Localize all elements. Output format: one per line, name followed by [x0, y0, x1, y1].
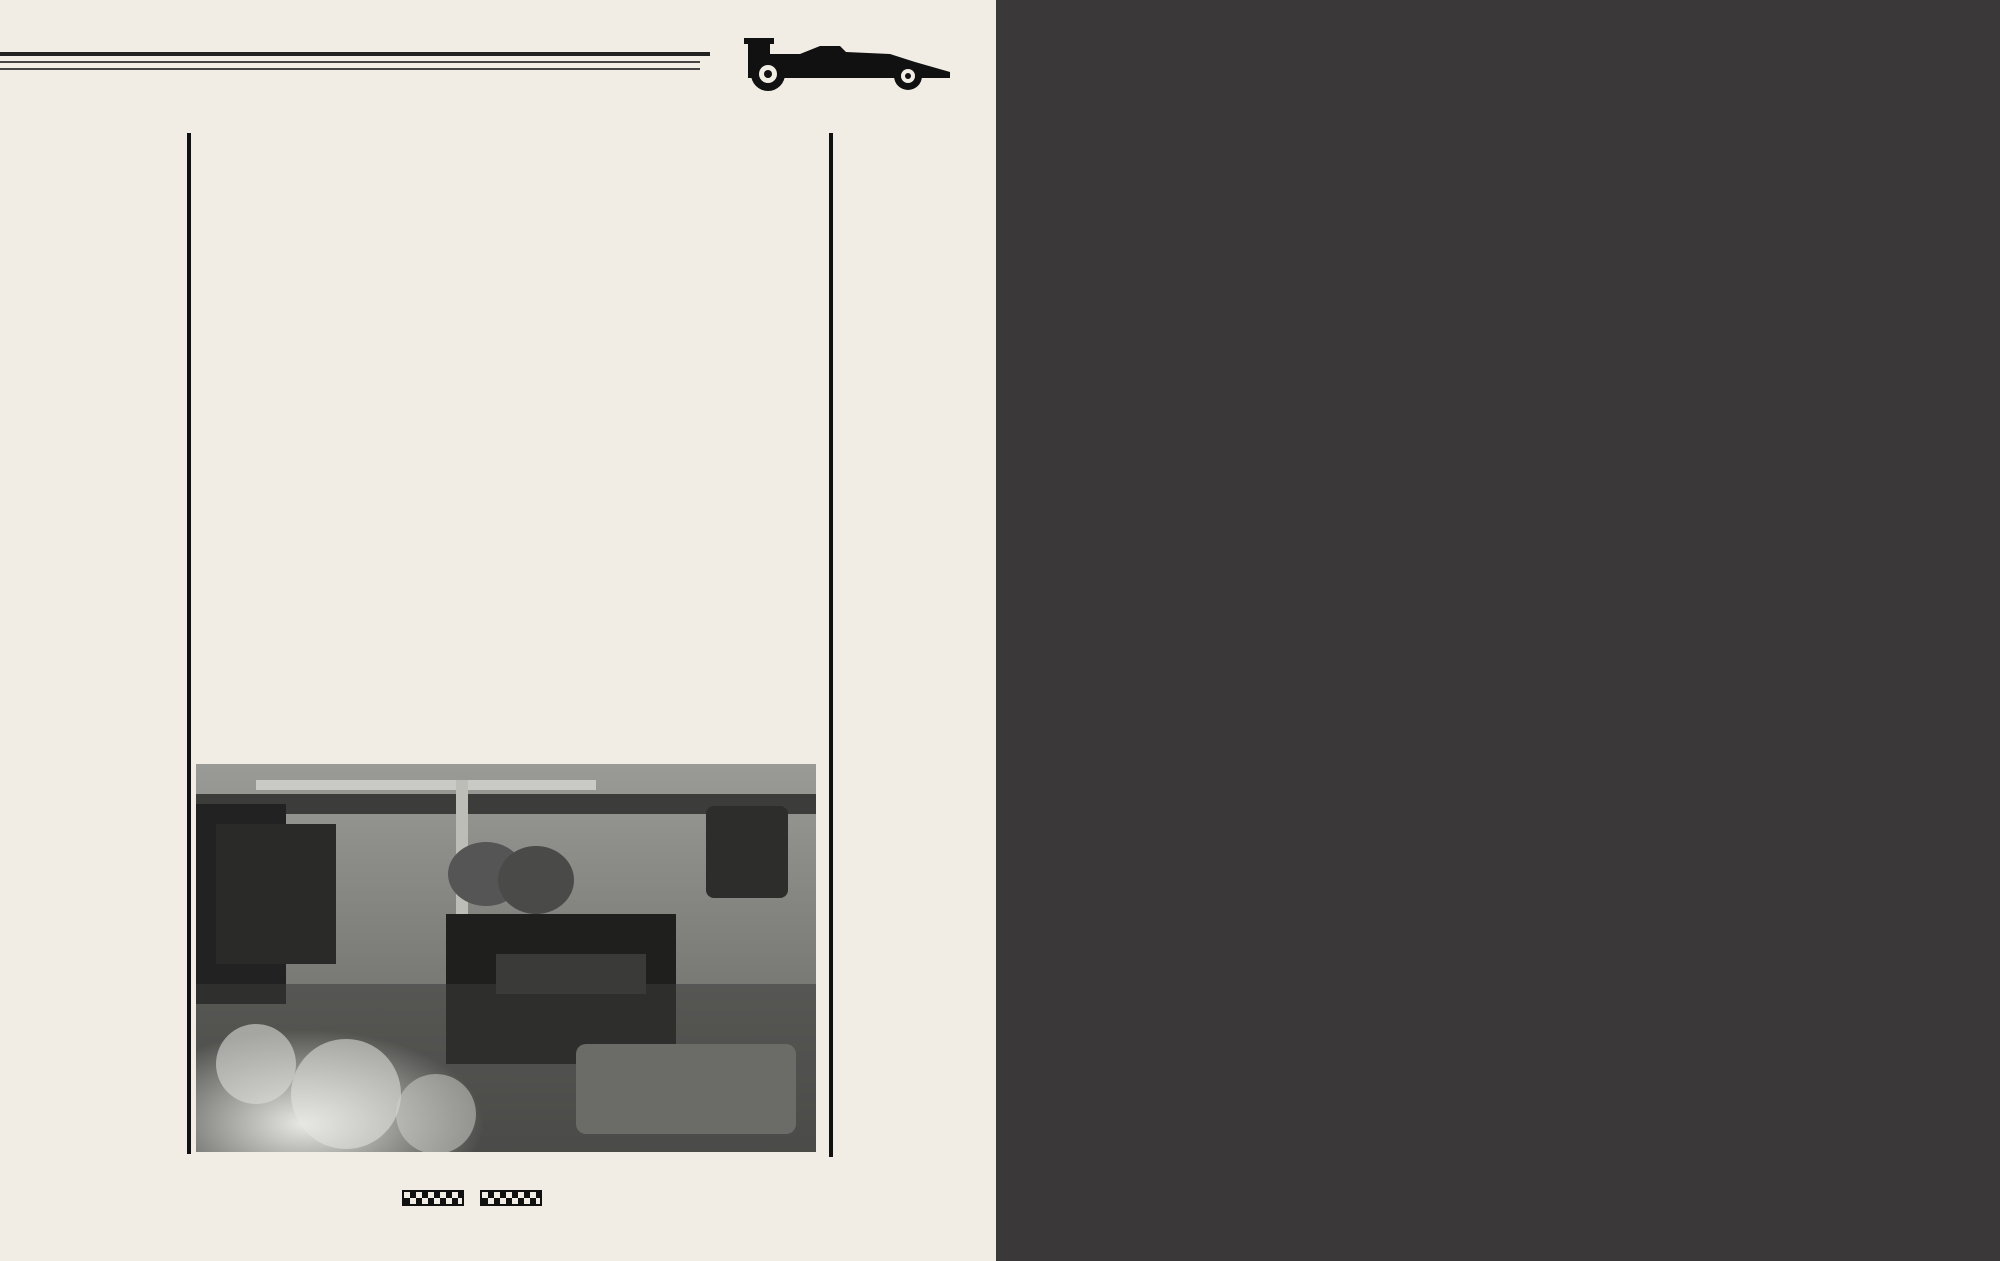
- checkered-flag-icon: [402, 1190, 464, 1206]
- checkered-flag-icon: [480, 1190, 542, 1206]
- header-stripe: [0, 52, 710, 56]
- header-stripe: [0, 61, 700, 63]
- column-rule: [829, 133, 833, 1157]
- column-rule: [187, 133, 191, 1154]
- page-number-left: [402, 1190, 542, 1206]
- offroad-vehicle-photo: [196, 764, 816, 1152]
- race-car-icon: [740, 32, 955, 99]
- left-page: [0, 0, 996, 1261]
- header-stripe: [0, 68, 700, 70]
